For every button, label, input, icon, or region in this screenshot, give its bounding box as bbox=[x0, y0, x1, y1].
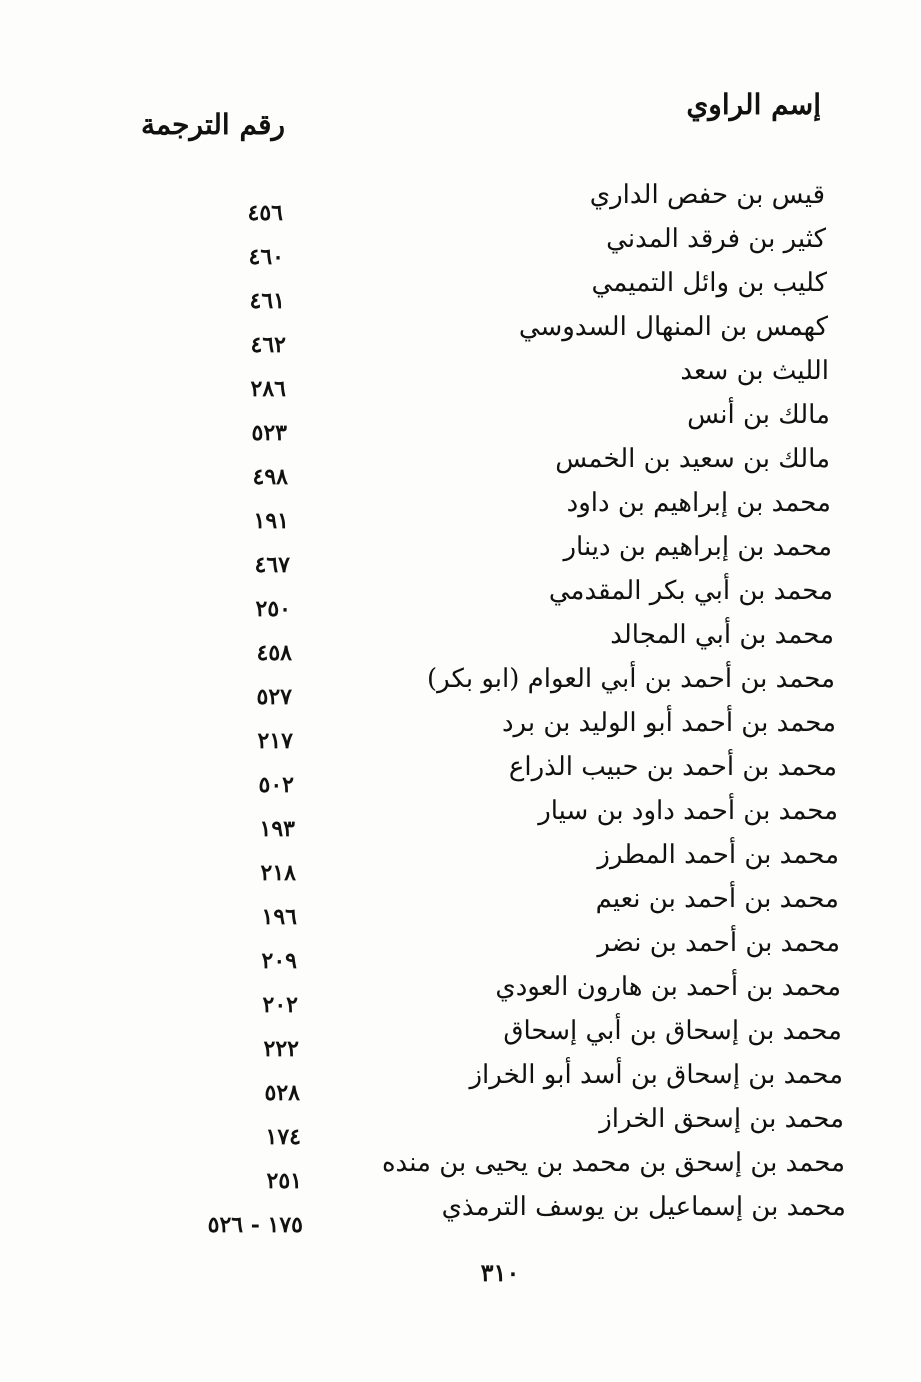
index-row bbox=[0, 434, 921, 490]
index-row bbox=[0, 170, 921, 226]
entry-number: ٤٦٧ bbox=[254, 552, 290, 578]
narrator-name: قيس بن حفص الداري bbox=[589, 180, 825, 210]
narrator-name: محمد بن أبي المجالد bbox=[610, 620, 834, 650]
entry-number: ٥٠٢ bbox=[258, 772, 294, 798]
index-row bbox=[0, 1138, 921, 1194]
entry-number: ١٧٥ - ٥٢٦ bbox=[207, 1212, 303, 1238]
entry-number: ٢٠٩ bbox=[261, 948, 297, 974]
index-row bbox=[0, 610, 921, 666]
narrator-name: كثير بن فرقد المدني bbox=[606, 224, 826, 254]
narrator-name: محمد بن أحمد بن أبي العوام (ابو بكر) bbox=[427, 664, 835, 694]
narrator-name: محمد بن إبراهيم بن دينار bbox=[563, 532, 832, 562]
entry-number: ٢١٧ bbox=[257, 728, 293, 754]
narrator-name: كليب بن وائل التميمي bbox=[591, 268, 827, 298]
entry-number: ٤٦٠ bbox=[248, 244, 284, 270]
entry-number: ٥٢٨ bbox=[264, 1080, 300, 1106]
narrator-name: محمد بن أحمد داود بن سيار bbox=[538, 796, 838, 826]
entry-number: ٤٥٨ bbox=[256, 640, 292, 666]
index-row bbox=[0, 258, 921, 314]
index-row bbox=[0, 522, 921, 578]
narrator-name: محمد بن أحمد بن نضر bbox=[597, 928, 840, 958]
narrator-name: محمد بن أحمد المطرز bbox=[597, 840, 839, 870]
index-row bbox=[0, 478, 921, 534]
entry-number: ٢٨٦ bbox=[250, 376, 286, 402]
index-row bbox=[0, 1094, 921, 1150]
narrator-name: محمد بن إبراهيم بن داود bbox=[566, 488, 831, 518]
entry-number: ٢٢٢ bbox=[263, 1036, 299, 1062]
narrator-name: كهمس بن المنهال السدوسي bbox=[518, 312, 828, 342]
narrator-index-list bbox=[0, 170, 921, 1238]
index-row bbox=[0, 302, 921, 358]
index-row bbox=[0, 786, 921, 842]
index-row bbox=[0, 742, 921, 798]
entry-number: ٤٦١ bbox=[249, 288, 285, 314]
narrator-name: محمد بن إسماعيل بن يوسف الترمذي bbox=[441, 1192, 846, 1222]
narrator-name: محمد بن أحمد بن حبيب الذراع bbox=[508, 752, 837, 782]
narrator-name: الليث بن سعد bbox=[680, 356, 829, 386]
entry-number: ٤٥٦ bbox=[247, 200, 283, 226]
index-row bbox=[0, 830, 921, 886]
index-row bbox=[0, 962, 921, 1018]
narrator-name: مالك بن سعيد بن الخمس bbox=[555, 444, 830, 474]
index-row bbox=[0, 918, 921, 974]
entry-number: ٢٥٠ bbox=[255, 596, 291, 622]
entry-number: ٤٦٢ bbox=[250, 332, 286, 358]
narrator-name: محمد بن إسحق الخراز bbox=[599, 1104, 844, 1134]
narrator-name: محمد بن إسحاق بن أسد أبو الخراز bbox=[469, 1060, 843, 1090]
index-row bbox=[0, 654, 921, 710]
narrator-name: محمد بن إسحاق بن أبي إسحاق bbox=[503, 1016, 842, 1046]
entry-number: ٢١٨ bbox=[260, 860, 296, 886]
entry-number: ١٩٦ bbox=[261, 904, 297, 930]
entry-number: ٥٢٧ bbox=[256, 684, 292, 710]
entry-number: ٢٥١ bbox=[266, 1168, 302, 1194]
narrator-name: محمد بن أحمد بن نعيم bbox=[595, 884, 839, 914]
entry-number-column-header: رقم الترجمة bbox=[140, 108, 285, 141]
entry-number: ٤٩٨ bbox=[252, 464, 288, 490]
index-row bbox=[0, 874, 921, 930]
index-row bbox=[0, 1182, 921, 1238]
narrator-name: محمد بن إسحق بن محمد بن يحيى بن منده bbox=[381, 1148, 845, 1178]
narrator-name: مالك بن أنس bbox=[687, 400, 830, 430]
entry-number: ١٧٤ bbox=[265, 1124, 301, 1150]
narrator-name: محمد بن أبي بكر المقدمي bbox=[548, 576, 833, 606]
narrator-column-header: إسم الراوي bbox=[686, 88, 821, 121]
index-row bbox=[0, 698, 921, 754]
index-row bbox=[0, 390, 921, 446]
index-row bbox=[0, 566, 921, 622]
index-row bbox=[0, 214, 921, 270]
narrator-name: محمد بن أحمد بن هارون العودي bbox=[495, 972, 841, 1002]
narrator-name: محمد بن أحمد أبو الوليد بن برد bbox=[501, 708, 836, 738]
index-row bbox=[0, 1050, 921, 1106]
entry-number: ١٩١ bbox=[253, 508, 289, 534]
entry-number: ٢٠٢ bbox=[262, 992, 298, 1018]
index-row bbox=[0, 1006, 921, 1062]
index-row bbox=[0, 346, 921, 402]
entry-number: ١٩٣ bbox=[259, 816, 295, 842]
page-number: ٣١٠ bbox=[480, 1258, 520, 1287]
entry-number: ٥٢٣ bbox=[251, 420, 287, 446]
